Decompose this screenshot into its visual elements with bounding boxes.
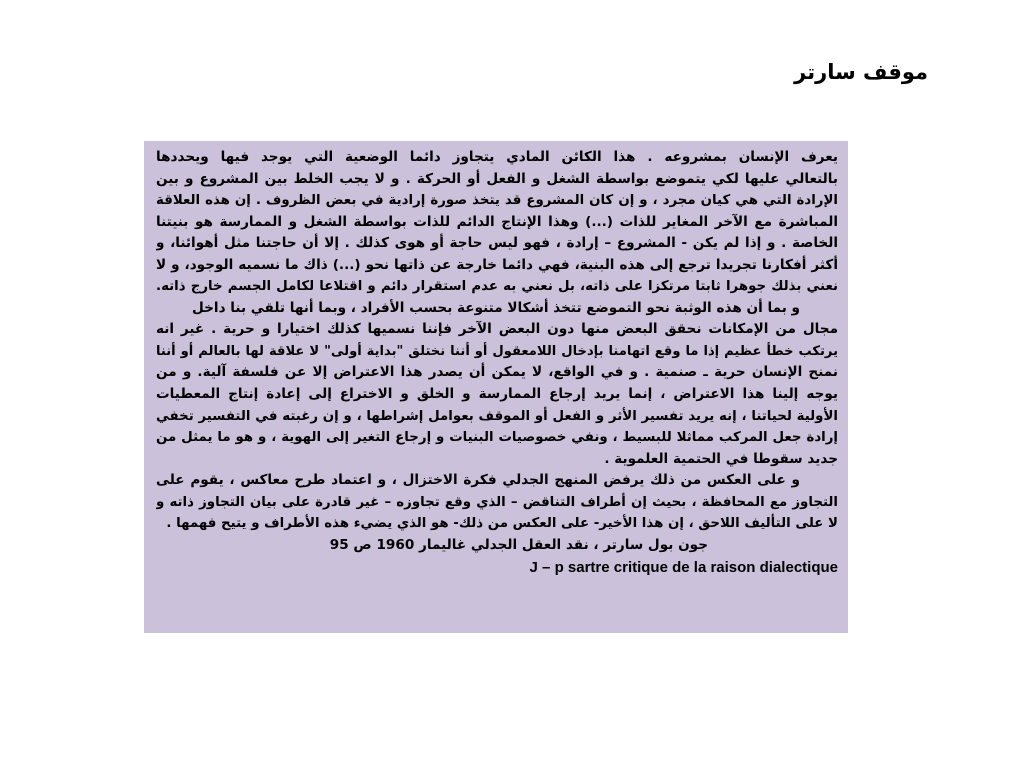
quote-line: يوجه إلينا هذا الاعتراض ، إنما يريد إرجاع الممارسة و الخلق و الاختراع إلى إعادة إنتاج المعطيات <box>156 386 838 403</box>
reference-arabic: جون بول سارتر ، نقد العقل الجدلي غاليمار 1960 ص 95 <box>329 536 708 553</box>
quote-line: التجاوز مع المحافظة ، بحيث إن أطراف التناقض – الذي وقع تجاوزه – غير قادرة على بيان التجاوز ذاته و <box>156 494 838 510</box>
quote-line: جديد سقوطا في الحتمية العلموية . <box>604 450 838 467</box>
quote-line: أكثر أفكارنا تجريدا ترجع إلى هذه البنية، فهي دائما خارجة عن ذاتها نحو (...) ذاك ما نسميه الوجود، و لا <box>156 256 838 273</box>
quote-line: و بما أن هذه الوثبة نحو التموضع تتخذ أشكالا متنوعة بحسب الأفراد ، وبما أنها تلقي بنا داخل <box>192 299 800 316</box>
reference-latin: J – p sartre critique de la raison dialectique <box>529 559 838 577</box>
quote-line: يعرف الإنسان بمشروعه . هذا الكائن المادي يتجاوز دائما الوضعية التي يوجد فيها ويحددها <box>156 149 838 165</box>
quote-line: الخاصة . و إذا لم يكن - المشروع – إرادة ، فهو ليس حاجة أو هوى كذلك . إلا أن حاجتنا مثل أهوائنا، و <box>156 235 838 252</box>
quote-box <box>144 141 848 633</box>
quote-line: المباشرة مع الآخر المغاير للذات (...) وهذا الإنتاج الدائم للذات بواسطة الشغل و الممارسة هو بنيتنا <box>156 213 838 230</box>
quote-line: و على العكس من ذلك يرفض المنهج الجدلي فكرة الاختزال ، و اعتماد طرح معاكس ، يقوم على <box>156 472 800 489</box>
slide-title: موقف سارتر <box>794 60 928 84</box>
quote-line: مجال من الإمكانات نحقق البعض منها دون البعض الآخر فإننا نسميها كذلك اختيارا و حرية . غير انه <box>156 321 838 338</box>
quote-line: الإرادة التي هي كيان مجرد ، و إن كان المشروع قد يتخذ صورة إرادية في بعض الظروف . إن هذه العلاقة <box>156 193 838 209</box>
quote-line: لا على التأليف اللاحق ، إن هذا الأخير- على العكس من ذلك- هو الذي يضيء هذه الأطراف و يتيح فهمها . <box>166 516 838 532</box>
quote-line: يرتكب خطأ عظيم إذا ما وقع اتهامنا بإدخال اللامعقول أو أننا نختلق "بداية أولى" لا علاقة لها بالعالم أو أننا <box>156 343 838 359</box>
quote-line: بالتعالي عليها لكي يتموضع بواسطة الشغل و الفعل أو الحركة . و لا يجب الخلط بين المشروع و بين <box>156 170 838 187</box>
quote-line: إرادة جعل المركب مماثلا للبسيط ، ونفي خصوصيات البنيات و إرجاع التغير إلى الهوية ، و هو ما يمثل من <box>156 430 838 446</box>
quote-line: الأولية لحياتنا ، إنه يريد تفسير الأثر و الفعل أو الموقف بعوامل إشراطها ، و إن رغبته في التفسير تخفي <box>156 408 838 424</box>
quote-line: نعني بذلك جوهرا ثابتا مرتكزا على ذاته، بل نعني به عدم استقرار دائم و اقتلاعا لكامل الجسم خارج ذاته. <box>156 279 838 295</box>
quote-line: نمنح الإنسان حرية ـ صنمية . و في الواقع، لا يمكن أن يصدر هذا الاعتراض إلا عن فلسفة آلية. و من <box>156 364 838 381</box>
